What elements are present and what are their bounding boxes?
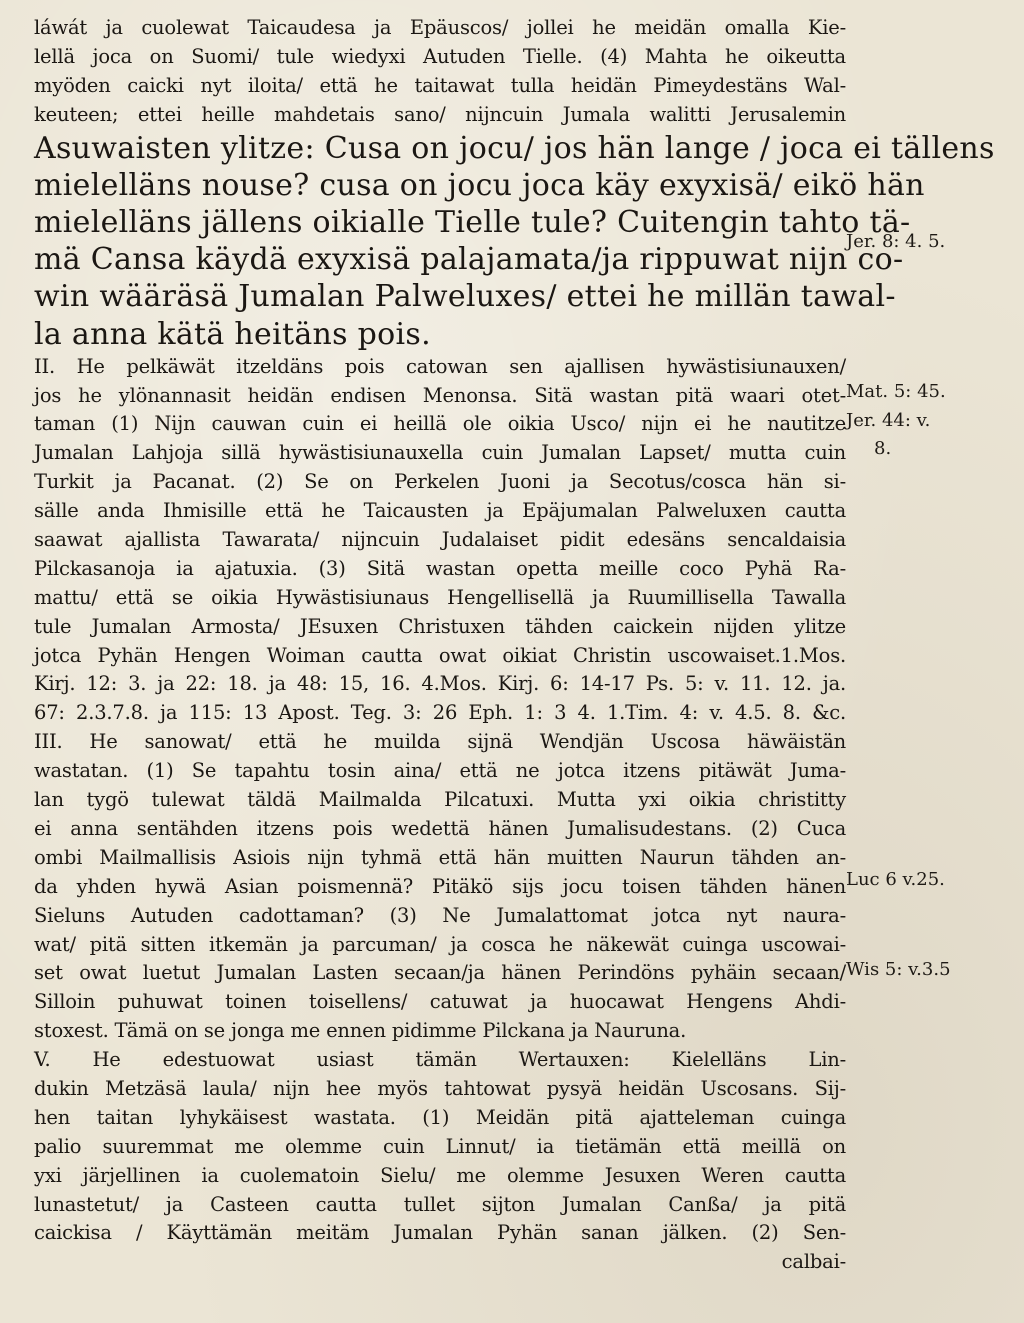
text-line: sälle anda Ihmisille että he Taicausten ja Epäjumalan Palweluxen cautta bbox=[34, 499, 846, 523]
text-line: yxi järjellinen ia cuolematoin Sielu/ me olemme Jesuxen Weren cautta bbox=[34, 1163, 846, 1187]
text-line: wat/ pitä sitten itkemän ja parcuman/ ja cosca he näkewät cuinga uscowai- bbox=[34, 932, 846, 956]
text-line: ei anna sentähden itzens pois wedettä hänen Jumalisudestans. (2) Cuca bbox=[34, 816, 846, 840]
large-text-line: mielelläns jällens oikialle Tielle tule? Cuitengin tahto tä- bbox=[34, 204, 911, 240]
text-line: jotca Pyhän Hengen Woiman cautta owat oikiat Christin uscowaiset.1.Mos. bbox=[34, 643, 846, 667]
scripture-reference-line: 67: 2.3.7.8. ja 115: 13 Apost. Teg. 3: 26 Eph. 1: 3 4. 1.Tim. 4: v. 4.5. 8. &c. bbox=[34, 701, 846, 725]
text-line: da yhden hywä Asian poismennä? Pitäkö sijs jocu toisen tähden hänen bbox=[34, 874, 846, 898]
scripture-reference-line: Kirj. 12: 3. ja 22: 18. ja 48: 15, 16. 4.Mos. Kirj. 6: 14-17 Ps. 5: v. 11. 12. ja. bbox=[34, 672, 846, 696]
text-line: mattu/ että se oikia Hywästisiunaus Hengellisellä ja Ruumillisella Tawalla bbox=[34, 585, 846, 609]
text-line: saawat ajallista Tawarata/ nijncuin Judalaiset pidit edesäns sencaldaisia bbox=[34, 528, 846, 552]
text-line: keuteen; ettei heille mahdetais sano/ nijncuin Jumala walitti Jerusalemin bbox=[34, 102, 846, 126]
text-line: wastatan. (1) Se tapahtu tosin aina/ että ne jotca itzens pitäwät Juma- bbox=[34, 759, 846, 783]
margin-note-wis-5: Wis 5: v.3.5 bbox=[846, 959, 951, 980]
section-ii-start: II. He pelkäwät itzeldäns pois catowan sen ajallisen hywästisiunauxen/ bbox=[34, 354, 846, 378]
text-line: taman (1) Nijn cauwan cuin ei heillä ole oikia Usco/ nijn ei he nautitze bbox=[34, 412, 846, 436]
text-line: Pilckasanoja ia ajatuxia. (3) Sitä wastan opetta meille coco Pyhä Ra- bbox=[34, 556, 846, 580]
text-line: Jumalan Lahjoja sillä hywästisiunauxella cuin Jumalan Lapset/ mutta cuin bbox=[34, 441, 846, 465]
text-line: set owat luetut Jumalan Lasten secaan/ja hänen Perindöns pyhäin secaan/ bbox=[34, 961, 846, 985]
text-line: láwát ja cuolewat Taicaudesa ja Epäuscos/ jollei he meidän omalla Kie- bbox=[34, 16, 846, 39]
margin-note-jer-8: Jer. 8: 4. 5. bbox=[846, 231, 946, 252]
text-line: lunastetut/ ja Casteen cautta tullet sijton Jumalan Canßa/ ja pitä bbox=[34, 1192, 846, 1216]
margin-note-jer-44-verse: 8. bbox=[874, 438, 892, 459]
large-text-line: la anna kätä heitäns pois. bbox=[34, 316, 431, 352]
text-line: caickisa / Käyttämän meitäm Jumalan Pyhän sanan jälken. (2) Sen- bbox=[34, 1221, 846, 1245]
margin-note-luc-6: Luc 6 v.25. bbox=[846, 869, 945, 890]
margin-note-jer-44: Jer. 44: v. bbox=[846, 410, 931, 431]
text-line: hen taitan lyhykäisest wastata. (1) Meidän pitä ajatteleman cuinga bbox=[34, 1105, 846, 1129]
margin-note-mat-5: Mat. 5: 45. bbox=[846, 381, 946, 402]
large-text-line: mielelläns nouse? cusa on jocu joca käy exyxisä/ eikö hän bbox=[34, 167, 925, 203]
text-line: Turkit ja Pacanat. (2) Se on Perkelen Juoni ja Secotus/cosca hän si- bbox=[34, 470, 846, 494]
text-line: jos he ylönannasit heidän endisen Menonsa. Sitä wastan pitä waari otet- bbox=[34, 383, 846, 407]
catchword: calbai- bbox=[781, 1250, 846, 1274]
text-line: stoxest. Tämä on se jonga me ennen pidimme Pilckana ja Nauruna. bbox=[34, 1019, 687, 1043]
section-iii-start: III. He sanowat/ että he muilda sijnä Wendjän Uscosa häwäistän bbox=[34, 730, 846, 754]
text-line: Silloin puhuwat toinen toisellens/ catuwat ja huocawat Hengens Ahdi- bbox=[34, 990, 846, 1014]
large-text-line: Asuwaisten ylitze: Cusa on jocu/ jos hän lange / joca ei tällens bbox=[34, 130, 995, 166]
section-v-start: V. He edestuowat usiast tämän Wertauxen: Kielelläns Lin- bbox=[34, 1048, 846, 1072]
text-line: tule Jumalan Armosta/ JEsuxen Christuxen tähden caickein nijden ylitze bbox=[34, 614, 846, 638]
text-line: palio suuremmat me olemme cuin Linnut/ ia tietämän että meillä on bbox=[34, 1134, 846, 1158]
text-line: dukin Metzäsä laula/ nijn hee myös tahtowat pysyä heidän Uscosans. Sij- bbox=[34, 1076, 846, 1100]
text-line: lellä joca on Suomi/ tule wiedyxi Autuden Tielle. (4) Mahta he oikeutta bbox=[34, 44, 846, 68]
large-text-line: win wääräsä Jumalan Palweluxes/ ettei he millän tawal- bbox=[34, 279, 896, 315]
large-text-line: mä Cansa käydä exyxisä palajamata/ja rippuwat nijn co- bbox=[34, 242, 904, 278]
text-line: Sieluns Autuden cadottaman? (3) Ne Jumalattomat jotca nyt naura- bbox=[34, 903, 846, 927]
text-line: ombi Mailmallisis Asiois nijn tyhmä että hän muitten Naurun tähden an- bbox=[34, 845, 846, 869]
text-line: myöden caicki nyt iloita/ että he taitawat tulla heidän Pimeydestäns Wal- bbox=[34, 73, 846, 97]
text-line: lan tygö tulewat täldä Mailmalda Pilcatuxi. Mutta yxi oikia christitty bbox=[34, 788, 846, 812]
